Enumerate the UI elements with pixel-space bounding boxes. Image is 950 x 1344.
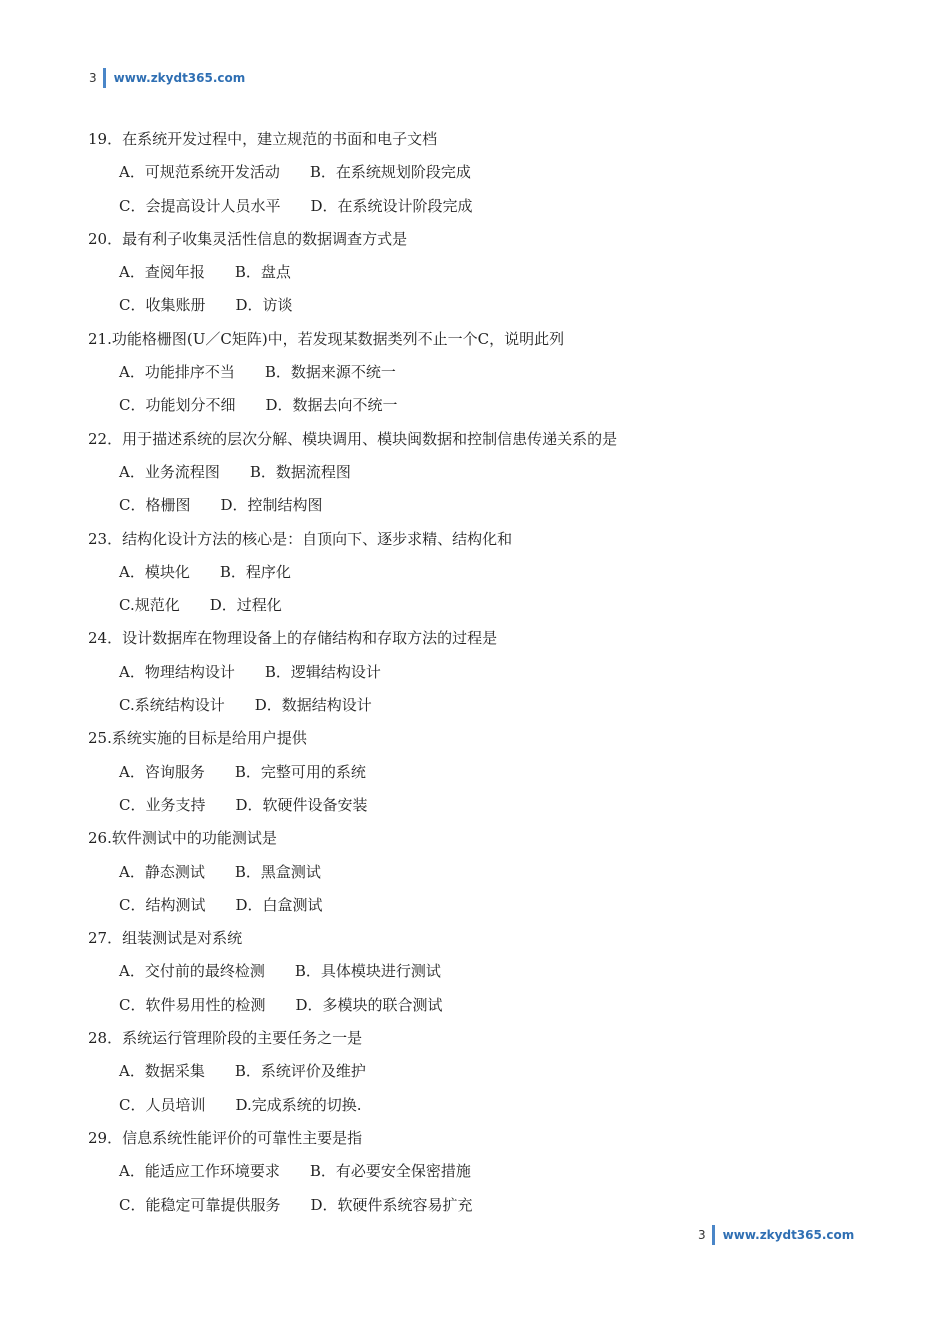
option-row bbox=[88, 1089, 868, 1122]
question-list bbox=[88, 123, 868, 1222]
question-stem: 28．系统运行管理阶段的主要任务之一是 bbox=[88, 1029, 363, 1048]
option-choice: A．模块化 bbox=[119, 562, 190, 581]
header-divider bbox=[103, 68, 106, 88]
option-choice: C．能稳定可靠提供服务 bbox=[119, 1195, 281, 1214]
option-choice: C．格栅图 bbox=[119, 496, 191, 515]
option-choice: A．物理结构设计 bbox=[119, 662, 235, 681]
option-row bbox=[88, 156, 868, 189]
option-choice: C．业务支持 bbox=[119, 795, 206, 814]
question-stem: 21.功能格栅图(U／C矩阵)中，若发现某数据类列不止一个C，说明此列 bbox=[88, 329, 565, 348]
footer-site-url: www.zkydt365.com bbox=[722, 1228, 855, 1242]
option-row bbox=[88, 190, 868, 223]
option-row bbox=[88, 1189, 868, 1222]
option-choice: B．盘点 bbox=[234, 263, 291, 282]
question-stem: 20．最有利子收集灵活性信息的数据调查方式是 bbox=[88, 229, 408, 248]
question-stem: 26.软件测试中的功能测试是 bbox=[88, 829, 277, 848]
option-row bbox=[88, 1155, 868, 1188]
option-choice: B．完整可用的系统 bbox=[234, 762, 366, 781]
header-site-url: www.zkydt365.com bbox=[113, 71, 246, 85]
option-choice: B．程序化 bbox=[219, 562, 291, 581]
option-row bbox=[88, 1055, 868, 1088]
option-row bbox=[88, 856, 868, 889]
option-choice: B．具体模块进行测试 bbox=[294, 962, 441, 981]
question-stem: 24．设计数据库在物理设备上的存储结构和存取方法的过程是 bbox=[88, 629, 498, 648]
option-choice: A．能适应工作环境要求 bbox=[119, 1162, 280, 1181]
option-choice: B．系统评价及维护 bbox=[234, 1062, 366, 1081]
option-choice: D．控制结构图 bbox=[220, 496, 323, 515]
footer-divider bbox=[712, 1225, 715, 1245]
option-row bbox=[88, 289, 868, 322]
option-choice: A．查阅年报 bbox=[119, 263, 205, 282]
footer-page-number: 3 bbox=[698, 1228, 706, 1242]
option-row bbox=[88, 656, 868, 689]
option-choice: D.完成系统的切换. bbox=[235, 1095, 362, 1114]
option-choice: D．数据结构设计 bbox=[254, 696, 372, 715]
option-row bbox=[88, 789, 868, 822]
option-choice: D．白盒测试 bbox=[235, 895, 323, 914]
option-row bbox=[88, 389, 868, 422]
option-choice: D．在系统设计阶段完成 bbox=[310, 196, 473, 215]
page-header bbox=[89, 68, 245, 88]
page-footer bbox=[698, 1225, 854, 1245]
option-choice: C．软件易用性的检测 bbox=[119, 995, 266, 1014]
question-stem: 27．组装测试是对系统 bbox=[88, 929, 243, 948]
option-row bbox=[88, 689, 868, 722]
option-choice: C．结构测试 bbox=[119, 895, 206, 914]
option-choice: A．业务流程图 bbox=[119, 462, 220, 481]
option-choice: B．在系统规划阶段完成 bbox=[309, 163, 471, 182]
option-choice: D．数据去向不统一 bbox=[265, 396, 398, 415]
option-choice: D．软硬件系统容易扩充 bbox=[310, 1195, 473, 1214]
option-row bbox=[88, 556, 868, 589]
option-row bbox=[88, 889, 868, 922]
option-choice: C.系统结构设计 bbox=[119, 696, 225, 715]
option-choice: B．逻辑结构设计 bbox=[264, 662, 381, 681]
option-row bbox=[88, 955, 868, 988]
option-choice: B．数据流程图 bbox=[249, 462, 351, 481]
option-choice: A．交付前的最终检测 bbox=[119, 962, 265, 981]
option-choice: A．静态测试 bbox=[119, 862, 205, 881]
question-stem: 19．在系统开发过程中，建立规范的书面和电子文档 bbox=[88, 130, 438, 148]
option-row bbox=[88, 356, 868, 389]
option-choice: D．过程化 bbox=[209, 596, 282, 615]
option-row bbox=[88, 589, 868, 622]
option-choice: D．软硬件设备安装 bbox=[235, 795, 368, 814]
option-choice: D．访谈 bbox=[235, 296, 293, 315]
option-choice: C．会提高设计人员水平 bbox=[119, 196, 281, 215]
option-choice: A．功能排序不当 bbox=[119, 363, 235, 382]
option-row bbox=[88, 256, 868, 289]
option-row bbox=[88, 756, 868, 789]
option-choice: B．数据来源不统一 bbox=[264, 363, 396, 382]
option-choice: B．黑盒测试 bbox=[234, 862, 321, 881]
question-stem: 22．用于描述系统的层次分解、模块调用、模块闽数据和控制信患传递关系的是 bbox=[88, 429, 618, 448]
option-row bbox=[88, 489, 868, 522]
option-choice: C．收集账册 bbox=[119, 296, 206, 315]
option-choice: C.规范化 bbox=[119, 596, 180, 615]
option-choice: A．可规范系统开发活动 bbox=[119, 163, 280, 182]
option-choice: A．咨询服务 bbox=[119, 762, 205, 781]
question-stem: 29．信息系统性能评价的可靠性主要是指 bbox=[88, 1128, 363, 1147]
option-choice: A．数据采集 bbox=[119, 1062, 205, 1081]
header-page-number: 3 bbox=[89, 71, 97, 85]
option-choice: D．多模块的联合测试 bbox=[295, 995, 443, 1014]
option-row bbox=[88, 456, 868, 489]
option-choice: C．功能划分不细 bbox=[119, 396, 236, 415]
question-stem: 23．结构化设计方法的核心是：自顶向下、逐步求精、结构化和 bbox=[88, 529, 513, 548]
option-choice: C．人员培训 bbox=[119, 1095, 206, 1114]
question-stem: 25.系统实施的目标是给用户提供 bbox=[88, 729, 307, 748]
option-row bbox=[88, 989, 868, 1022]
option-choice: B．有必要安全保密措施 bbox=[309, 1162, 471, 1181]
